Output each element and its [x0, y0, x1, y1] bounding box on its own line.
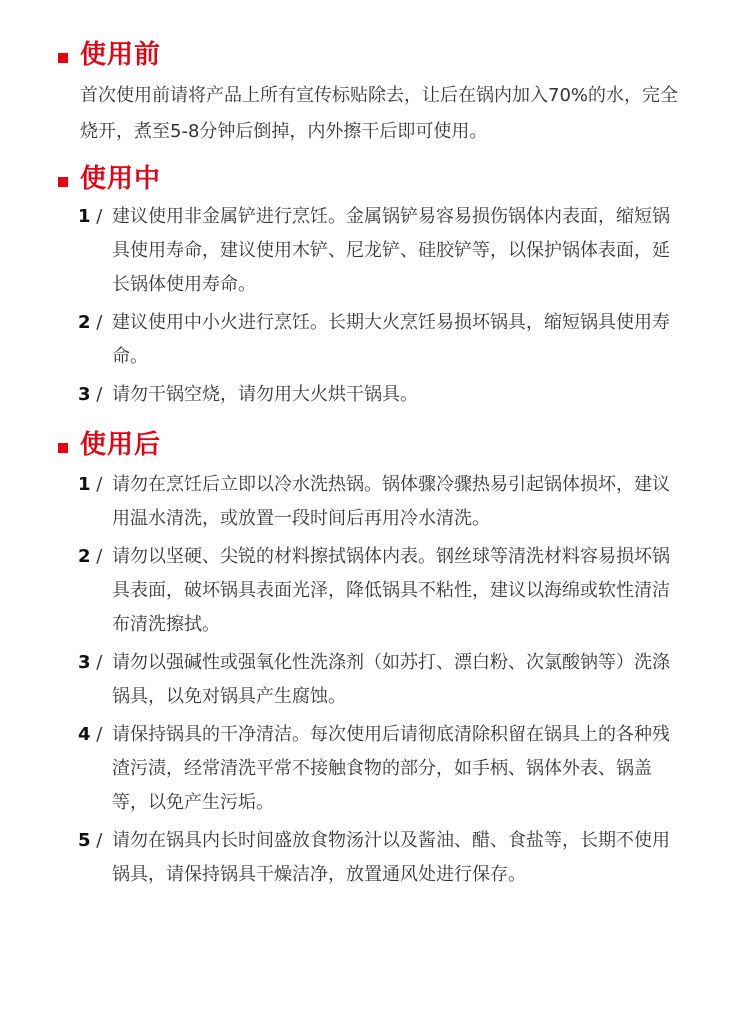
- bullet-square-icon: [58, 177, 68, 187]
- item-text: 请勿以强碱性或强氧化性洗涤剂（如苏打、漂白粉、次氯酸钠等）洗涤锅具，以免对锅具产生腐蚀。: [112, 652, 670, 707]
- item-text: 请保持锅具的干净清洁。每次使用后请彻底清除积留在锅具上的各种残渣污渍，经常清洗平常不接触食物的部分，如手柄、锅体外表、锅盖等，以免产生污垢。: [112, 724, 670, 813]
- item-number: 2 /: [78, 546, 103, 567]
- section-heading-after-use: [58, 422, 161, 462]
- list-item: [78, 646, 678, 714]
- item-number: 3 /: [78, 384, 103, 405]
- section-title: 使用后: [80, 429, 162, 460]
- item-number: 1 /: [78, 206, 103, 227]
- item-text: 建议使用中小火进行烹饪。长期大火烹饪易损坏锅具，缩短锅具使用寿命。: [112, 312, 670, 367]
- item-number: 1 /: [78, 474, 103, 495]
- list-item: [78, 306, 678, 374]
- section-title: 使用中: [80, 163, 162, 194]
- list-item: [78, 824, 678, 892]
- item-text: 请勿在烹饪后立即以冷水洗热锅。锅体骤冷骤热易引起锅体损坏，建议用温水清洗，或放置一段时间后再用冷水清洗。: [112, 474, 670, 529]
- item-text: 建议使用非金属铲进行烹饪。金属锅铲易容易损伤锅体内表面，缩短锅具使用寿命，建议使用木铲、尼龙铲、硅胶铲等，以保护锅体表面，延长锅体使用寿命。: [112, 206, 670, 295]
- list-item: [78, 468, 678, 536]
- item-number: 2 /: [78, 312, 103, 333]
- during-use-list: [78, 200, 678, 416]
- after-use-list: [78, 468, 678, 896]
- list-item: [78, 718, 678, 820]
- list-item: [78, 540, 678, 642]
- bullet-square-icon: [58, 443, 68, 453]
- item-number: 3 /: [78, 652, 103, 673]
- section-heading-during-use: [58, 156, 161, 196]
- list-item: [78, 200, 678, 302]
- before-use-paragraph: 首次使用前请将产品上所有宣传标贴除去，让后在锅内加入70%的水，完全烧开，煮至5-8分钟后倒掉，内外擦干后即可使用。: [80, 85, 679, 142]
- list-item: [78, 378, 678, 412]
- item-text: 请勿以坚硬、尖锐的材料擦拭锅体内表。钢丝球等清洗材料容易损坏锅具表面，破坏锅具表面光泽，降低锅具不粘性，建议以海绵或软性清洁布清洗擦拭。: [112, 546, 670, 635]
- section-heading-before-use: [58, 32, 161, 72]
- item-number: 4 /: [78, 724, 103, 745]
- item-number: 5 /: [78, 830, 103, 851]
- item-text: 请勿在锅具内长时间盛放食物汤汁以及酱油、醋、食盐等，长期不使用锅具，请保持锅具干燥洁净，放置通风处进行保存。: [112, 830, 670, 885]
- section-title: 使用前: [80, 39, 162, 70]
- item-text: 请勿干锅空烧，请勿用大火烘干锅具。: [112, 384, 418, 405]
- bullet-square-icon: [58, 53, 68, 63]
